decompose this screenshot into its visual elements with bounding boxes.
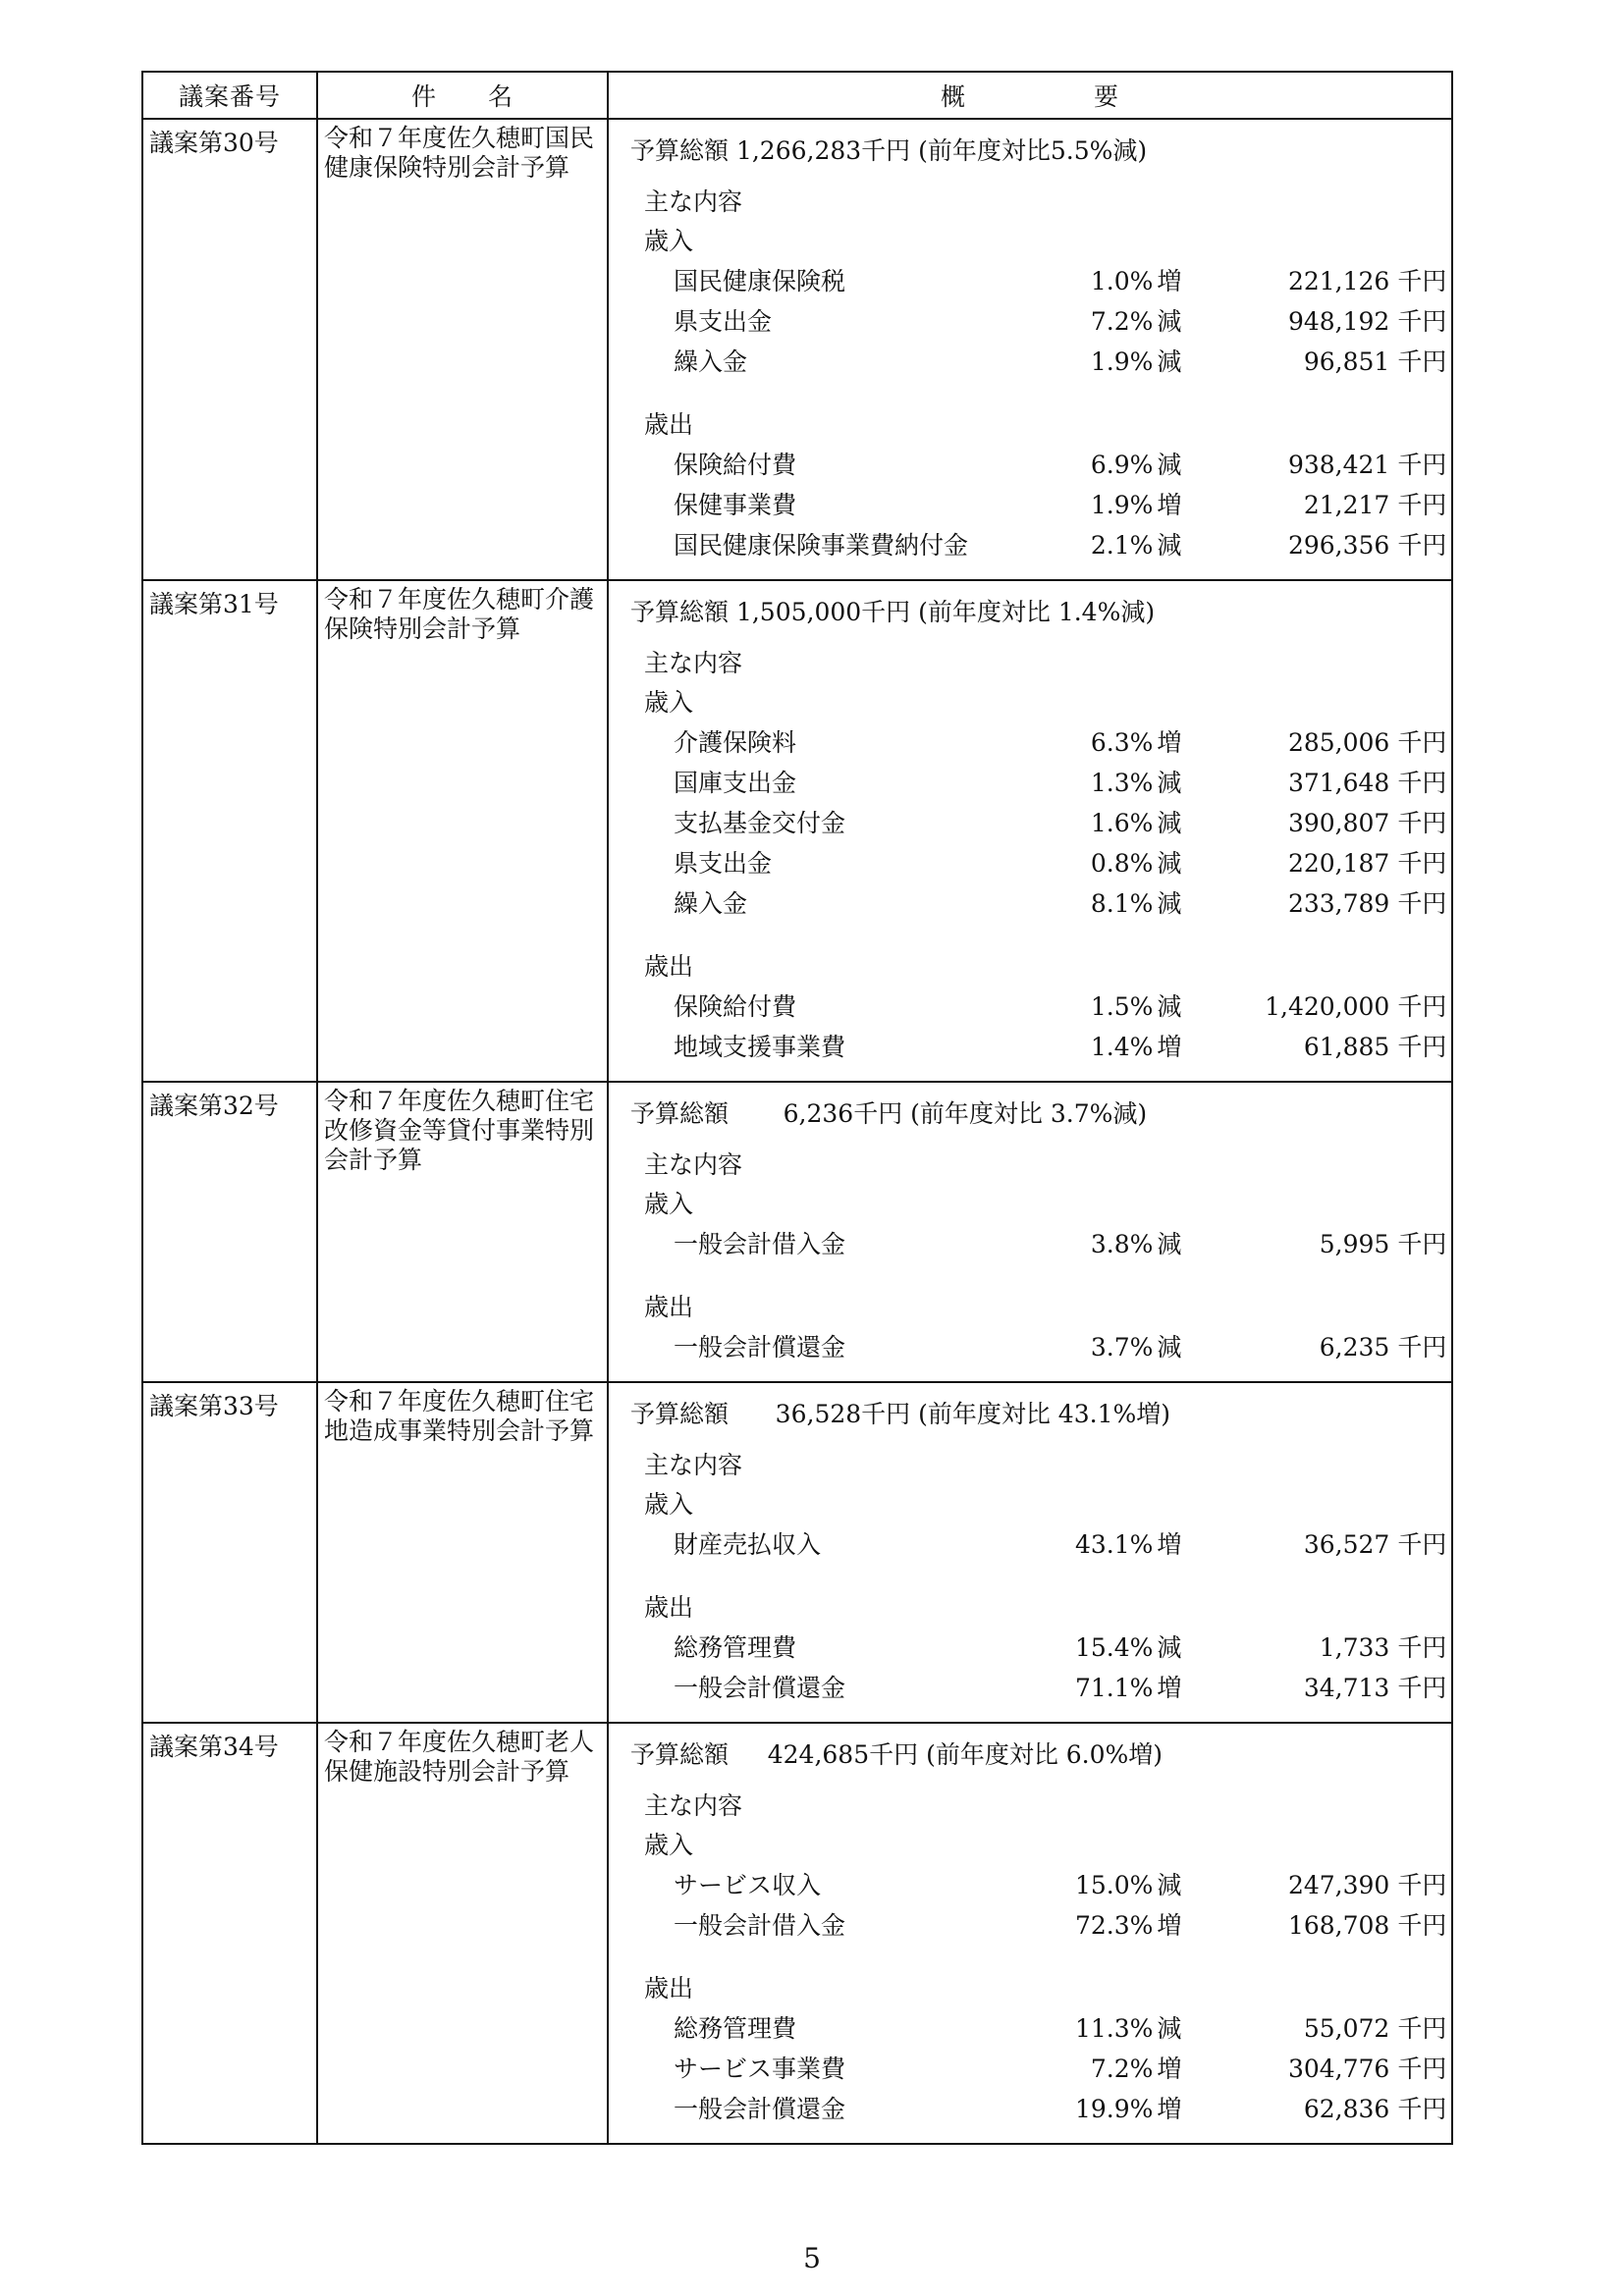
- line-item: [630, 261, 1451, 301]
- line-item-amount: 304,776: [1287, 2055, 1390, 2083]
- line-item: [630, 445, 1451, 485]
- line-item-percent: 8.1%: [1090, 889, 1154, 918]
- line-item-label: サービス事業費: [674, 2055, 846, 2083]
- line-item: [630, 2008, 1451, 2049]
- line-item: [630, 803, 1451, 843]
- line-item-change: 増: [1157, 1033, 1182, 1061]
- line-item: [630, 301, 1451, 342]
- line-item: [630, 1668, 1451, 1708]
- bill-name: 令和７年度佐久穂町住宅改修資金等貸付事業特別会計予算: [317, 1082, 608, 1382]
- line-item-amount: 6,235: [1319, 1333, 1390, 1362]
- table-row: [142, 1082, 1452, 1382]
- line-item-label: 繰入金: [674, 347, 748, 376]
- line-item: [630, 1027, 1451, 1067]
- revenue-label: 歳入: [644, 227, 694, 255]
- line-item: [630, 1865, 1451, 1905]
- line-item: [630, 722, 1451, 763]
- line-item-amount: 247,390: [1287, 1871, 1390, 1899]
- line-item-label: 支払基金交付金: [674, 809, 846, 837]
- line-item-percent: 43.1%: [1074, 1530, 1154, 1559]
- line-item-label: 介護保険料: [674, 728, 797, 757]
- line-item-change: 増: [1157, 2095, 1182, 2123]
- budget-total: 予算総額 6,236千円 (前年度対比 3.7%減): [630, 1099, 1148, 1128]
- line-item-label: 一般会計借入金: [674, 1911, 846, 1940]
- line-item-unit: 千円: [1397, 2055, 1447, 2083]
- line-item-unit: 千円: [1397, 451, 1447, 479]
- line-item-label: 保険給付費: [674, 992, 797, 1021]
- line-item-label: 一般会計償還金: [674, 1333, 846, 1362]
- line-item-change: 減: [1157, 531, 1182, 560]
- line-item-change: 減: [1157, 889, 1182, 918]
- line-item-label: 県支出金: [674, 849, 773, 878]
- line-item-amount: 36,527: [1303, 1530, 1390, 1559]
- budget-total: 予算総額 36,528千円 (前年度対比 43.1%増): [630, 1400, 1170, 1428]
- section-gap: [630, 1264, 1451, 1288]
- header-summary: 概 要: [608, 72, 1452, 119]
- line-item-unit: 千円: [1397, 889, 1447, 918]
- line-item-percent: 1.9%: [1090, 347, 1154, 376]
- line-item-unit: 千円: [1397, 1530, 1447, 1559]
- bill-summary: [608, 1723, 1452, 2144]
- line-item-change: 増: [1157, 491, 1182, 519]
- line-item-label: 地域支援事業費: [674, 1033, 846, 1061]
- table-row: [142, 119, 1452, 580]
- main-contents-label: 主な内容: [644, 649, 743, 677]
- line-item-change: 減: [1157, 1333, 1182, 1362]
- line-item-percent: 3.8%: [1090, 1230, 1154, 1258]
- line-item-unit: 千円: [1397, 1674, 1447, 1702]
- line-item-unit: 千円: [1397, 1911, 1447, 1940]
- line-item-percent: 2.1%: [1090, 531, 1154, 560]
- line-item-amount: 221,126: [1287, 267, 1390, 295]
- line-item-label: 一般会計償還金: [674, 1674, 846, 1702]
- bill-name: 令和７年度佐久穂町介護保険特別会計予算: [317, 580, 608, 1082]
- line-item-change: 減: [1157, 992, 1182, 1021]
- line-item: [630, 1905, 1451, 1946]
- bill-number: 議案第31号: [142, 580, 317, 1082]
- expenditure-label: 歳出: [644, 410, 694, 439]
- bill-summary-table: [141, 71, 1453, 2145]
- line-item-percent: 3.7%: [1090, 1333, 1154, 1362]
- line-item: [630, 525, 1451, 565]
- line-item-percent: 19.9%: [1074, 2095, 1154, 2123]
- line-item-amount: 948,192: [1287, 307, 1390, 336]
- header-bill-name: 件 名: [317, 72, 608, 119]
- line-item-percent: 1.6%: [1090, 809, 1154, 837]
- bill-number: 議案第30号: [142, 119, 317, 580]
- line-item-unit: 千円: [1397, 347, 1447, 376]
- bill-summary: [608, 1082, 1452, 1382]
- line-item-amount: 1,733: [1319, 1633, 1390, 1662]
- line-item-change: 減: [1157, 307, 1182, 336]
- line-item-percent: 1.5%: [1090, 992, 1154, 1021]
- line-item-unit: 千円: [1397, 1333, 1447, 1362]
- line-item: [630, 883, 1451, 924]
- line-item-amount: 390,807: [1287, 809, 1390, 837]
- line-item-percent: 1.0%: [1090, 267, 1154, 295]
- bill-number: 議案第34号: [142, 1723, 317, 2144]
- line-item: [630, 2089, 1451, 2129]
- line-item: [630, 485, 1451, 525]
- line-item-amount: 96,851: [1303, 347, 1390, 376]
- line-item-change: 減: [1157, 849, 1182, 878]
- line-item-amount: 938,421: [1287, 451, 1390, 479]
- line-item-unit: 千円: [1397, 809, 1447, 837]
- line-item-label: 一般会計償還金: [674, 2095, 846, 2123]
- header-bill-number: 議案番号: [142, 72, 317, 119]
- line-item-amount: 61,885: [1303, 1033, 1390, 1061]
- line-item-amount: 285,006: [1287, 728, 1390, 757]
- line-item-change: 増: [1157, 1530, 1182, 1559]
- main-contents-label: 主な内容: [644, 1150, 743, 1179]
- expenditure-label: 歳出: [644, 952, 694, 981]
- table-row: [142, 1723, 1452, 2144]
- bill-summary: [608, 1382, 1452, 1723]
- line-item-change: 減: [1157, 1633, 1182, 1662]
- line-item-label: 財産売払収入: [674, 1530, 822, 1559]
- bill-number: 議案第32号: [142, 1082, 317, 1382]
- expenditure-label: 歳出: [644, 1293, 694, 1321]
- line-item-label: 国庫支出金: [674, 769, 797, 797]
- line-item-amount: 168,708: [1287, 1911, 1390, 1940]
- expenditure-label: 歳出: [644, 1974, 694, 2002]
- line-item-amount: 220,187: [1287, 849, 1390, 878]
- table-row: [142, 580, 1452, 1082]
- line-item-unit: 千円: [1397, 992, 1447, 1021]
- line-item-amount: 21,217: [1303, 491, 1390, 519]
- line-item: [630, 2049, 1451, 2089]
- line-item-unit: 千円: [1397, 267, 1447, 295]
- line-item-percent: 15.4%: [1074, 1633, 1154, 1662]
- bill-name: 令和７年度佐久穂町住宅地造成事業特別会計予算: [317, 1382, 608, 1723]
- line-item-unit: 千円: [1397, 491, 1447, 519]
- bill-summary: [608, 119, 1452, 580]
- section-gap: [630, 1565, 1451, 1588]
- line-item-unit: 千円: [1397, 307, 1447, 336]
- table-row: [142, 1382, 1452, 1723]
- line-item-unit: 千円: [1397, 1871, 1447, 1899]
- section-gap: [630, 1946, 1451, 1969]
- line-item-percent: 1.4%: [1090, 1033, 1154, 1061]
- line-item-label: 国民健康保険事業費納付金: [674, 531, 969, 560]
- line-item-label: 繰入金: [674, 889, 748, 918]
- line-item-unit: 千円: [1397, 2095, 1447, 2123]
- line-item-amount: 34,713: [1303, 1674, 1390, 1702]
- line-item-unit: 千円: [1397, 1633, 1447, 1662]
- line-item-label: 総務管理費: [674, 2014, 797, 2043]
- line-item-amount: 296,356: [1287, 531, 1390, 560]
- line-item-unit: 千円: [1397, 1033, 1447, 1061]
- line-item-change: 増: [1157, 1911, 1182, 1940]
- budget-total: 予算総額 1,266,283千円 (前年度対比5.5%減): [630, 136, 1148, 165]
- line-item-change: 減: [1157, 1230, 1182, 1258]
- section-gap: [630, 382, 1451, 405]
- main-contents-label: 主な内容: [644, 1791, 743, 1820]
- revenue-label: 歳入: [644, 688, 694, 717]
- line-item-percent: 1.3%: [1090, 769, 1154, 797]
- line-item-percent: 1.9%: [1090, 491, 1154, 519]
- line-item-percent: 0.8%: [1090, 849, 1154, 878]
- line-item-change: 減: [1157, 2014, 1182, 2043]
- line-item-percent: 15.0%: [1074, 1871, 1154, 1899]
- line-item: [630, 763, 1451, 803]
- bill-name: 令和７年度佐久穂町国民健康保険特別会計予算: [317, 119, 608, 580]
- line-item-change: 増: [1157, 1674, 1182, 1702]
- line-item-unit: 千円: [1397, 531, 1447, 560]
- line-item-change: 減: [1157, 451, 1182, 479]
- line-item-change: 増: [1157, 267, 1182, 295]
- line-item-amount: 55,072: [1303, 2014, 1390, 2043]
- section-gap: [630, 924, 1451, 947]
- line-item-amount: 371,648: [1287, 769, 1390, 797]
- line-item: [630, 987, 1451, 1027]
- line-item-percent: 6.9%: [1090, 451, 1154, 479]
- line-item-change: 増: [1157, 2055, 1182, 2083]
- line-item-change: 減: [1157, 347, 1182, 376]
- budget-total: 予算総額 424,685千円 (前年度対比 6.0%増): [630, 1740, 1164, 1769]
- main-contents-label: 主な内容: [644, 187, 743, 216]
- line-item-unit: 千円: [1397, 849, 1447, 878]
- line-item-percent: 6.3%: [1090, 728, 1154, 757]
- line-item-label: 保健事業費: [674, 491, 797, 519]
- line-item-unit: 千円: [1397, 1230, 1447, 1258]
- line-item: [630, 843, 1451, 883]
- line-item: [630, 1327, 1451, 1367]
- budget-total: 予算総額 1,505,000千円 (前年度対比 1.4%減): [630, 598, 1156, 626]
- page-number: 5: [803, 2242, 821, 2274]
- revenue-label: 歳入: [644, 1831, 694, 1859]
- line-item-change: 減: [1157, 1871, 1182, 1899]
- table-header-row: [142, 72, 1452, 119]
- line-item-amount: 233,789: [1287, 889, 1390, 918]
- line-item: [630, 1224, 1451, 1264]
- line-item-label: サービス収入: [674, 1871, 822, 1899]
- line-item-amount: 5,995: [1319, 1230, 1390, 1258]
- line-item-unit: 千円: [1397, 2014, 1447, 2043]
- line-item-label: 総務管理費: [674, 1633, 797, 1662]
- line-item-percent: 7.2%: [1090, 307, 1154, 336]
- line-item-change: 減: [1157, 769, 1182, 797]
- bill-number: 議案第33号: [142, 1382, 317, 1723]
- line-item-label: 県支出金: [674, 307, 773, 336]
- line-item-percent: 11.3%: [1074, 2014, 1154, 2043]
- line-item-label: 保険給付費: [674, 451, 797, 479]
- line-item-unit: 千円: [1397, 769, 1447, 797]
- bill-summary: [608, 580, 1452, 1082]
- main-contents-label: 主な内容: [644, 1451, 743, 1479]
- line-item: [630, 1628, 1451, 1668]
- line-item-amount: 1,420,000: [1265, 992, 1390, 1021]
- bill-name: 令和７年度佐久穂町老人保健施設特別会計予算: [317, 1723, 608, 2144]
- expenditure-label: 歳出: [644, 1593, 694, 1622]
- line-item-unit: 千円: [1397, 728, 1447, 757]
- line-item: [630, 1524, 1451, 1565]
- revenue-label: 歳入: [644, 1490, 694, 1519]
- line-item-label: 一般会計借入金: [674, 1230, 846, 1258]
- line-item: [630, 342, 1451, 382]
- revenue-label: 歳入: [644, 1190, 694, 1218]
- line-item-percent: 7.2%: [1090, 2055, 1154, 2083]
- line-item-percent: 71.1%: [1074, 1674, 1154, 1702]
- line-item-change: 増: [1157, 728, 1182, 757]
- line-item-label: 国民健康保険税: [674, 267, 846, 295]
- line-item-change: 減: [1157, 809, 1182, 837]
- line-item-percent: 72.3%: [1074, 1911, 1154, 1940]
- line-item-amount: 62,836: [1303, 2095, 1390, 2123]
